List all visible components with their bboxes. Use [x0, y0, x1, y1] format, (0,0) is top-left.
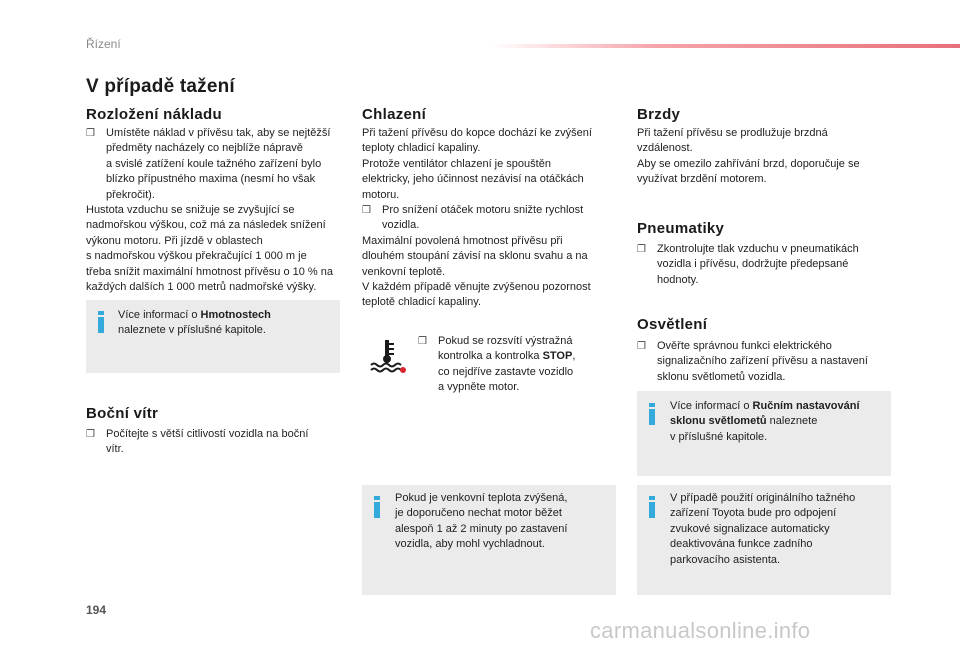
info-bold-term: Hmotnostech	[200, 309, 271, 321]
load-info-box	[86, 300, 340, 373]
load-body-line: třeba snížit maximální hmotnost přívěsu o 10 % na	[86, 265, 334, 278]
info-icon	[649, 496, 655, 518]
toyota-info-line: parkovacího asistenta.	[670, 553, 781, 566]
square-bullet-icon: ❒	[418, 336, 427, 347]
cooling-bullet-line: Pro snížení otáček motoru snižte rychlost	[382, 204, 584, 217]
cooling-body-line: venkovní teplotě.	[362, 265, 446, 278]
warning-line: a vypněte motor.	[438, 381, 520, 394]
cooling-bullet	[362, 203, 624, 234]
stop-label: STOP	[542, 350, 573, 363]
lighting-info-line1: Více informací o Ručním nastavování	[670, 400, 860, 412]
crosswind-bullet	[86, 427, 348, 458]
cooling-body-line: Protože ventilátor chlazení je spouštěn	[362, 157, 551, 170]
brakes-body-line: využívat brzdění motorem.	[637, 173, 767, 186]
load-info-line1: Více informací o Hmotnostech	[118, 309, 271, 321]
info-bold-term: sklonu světlometů	[670, 415, 767, 428]
lighting-bullet	[637, 339, 899, 385]
lighting-heading: Osvětlení	[637, 316, 708, 333]
tyres-bullet-line: hodnoty.	[657, 273, 699, 286]
header-accent-bar	[490, 44, 960, 48]
load-info-line2: naleznete v příslušné kapitole.	[118, 324, 266, 337]
warning-line: Pokud se rozsvítí výstražná	[438, 335, 573, 347]
cooling-warning-bullet	[418, 334, 618, 396]
square-bullet-icon: ❒	[362, 205, 371, 217]
load-body-line: Hustota vzduchu se snižuje se zvyšující se	[86, 204, 295, 217]
square-bullet-icon: ❒	[86, 429, 95, 440]
crosswind-bullet-line: Počítejte s větší citlivostí vozidla na boční	[106, 428, 309, 440]
square-bullet-icon: ❒	[637, 244, 646, 255]
page-title: V případě tažení	[86, 76, 235, 97]
load-bullet-line: a svislé zatížení koule tažného zařízení bylo	[106, 157, 322, 170]
lighting-info-line2: sklonu světlometů naleznete	[670, 415, 818, 428]
toyota-info-line: zvukové signalizace automaticky	[670, 522, 830, 535]
cooling-body-line: dlouhém stoupání závisí na sklonu svahu a na	[362, 250, 588, 263]
load-body-line: každých dalších 1 000 metrů nadmořské výšky.	[86, 281, 317, 294]
lighting-info-box	[637, 391, 891, 476]
load-bullet-line: Umístěte náklad v přívěsu tak, aby se nejtěžší	[106, 127, 331, 139]
cooling-info-line: alespoň 1 až 2 minuty po zastavení	[395, 522, 568, 535]
cooling-body-line: elektricky, jeho účinnost nezávisí na otáčkách	[362, 173, 584, 186]
info-icon	[374, 496, 380, 518]
toyota-info-box	[637, 485, 891, 595]
cooling-body-line: V každém případě věnujte zvýšenou pozornost	[362, 281, 591, 294]
lighting-bullet-line: sklonu světlometů vozidla.	[657, 370, 786, 383]
load-info-text	[118, 308, 271, 339]
load-bullet-line: překročit).	[106, 188, 155, 201]
cooling-info-line: je doporučeno nechat motor běžet	[395, 507, 562, 520]
load-body-line: nadmořskou výškou, což má za následek snížení	[86, 219, 326, 232]
square-bullet-icon: ❒	[637, 341, 646, 352]
brakes-body-line: vzdálenost.	[637, 142, 693, 155]
cooling-heading: Chlazení	[362, 106, 427, 123]
crosswind-text	[86, 427, 348, 458]
toyota-info-line: zařízení Toyota bude pro odpojení	[670, 507, 837, 520]
tyres-bullet-line: Zkontrolujte tlak vzduchu v pneumatikách	[657, 243, 859, 255]
cooling-body-line: motoru.	[362, 188, 400, 201]
load-bullet-line: blízko přípustného maxima (nesmí ho však	[106, 173, 316, 186]
crosswind-bullet-line: vítr.	[106, 443, 124, 456]
tyres-heading: Pneumatiky	[637, 220, 725, 237]
info-bold-term: Ručním nastavování	[752, 400, 860, 412]
load-bullet	[86, 126, 348, 203]
cooling-info-box	[362, 485, 616, 595]
cooling-body-line: Při tažení přívěsu do kopce dochází ke zvýšení	[362, 127, 592, 139]
info-icon	[649, 403, 655, 425]
brakes-body-line: Aby se omezilo zahřívání brzd, doporučuje se	[637, 157, 860, 170]
cooling-body-line: Maximální povolená hmotnost přívěsu při	[362, 234, 563, 247]
cooling-bullet-line: vozidla.	[382, 219, 420, 232]
warning-line: kontrolka a kontrolka STOP,	[438, 350, 576, 363]
page-number: 194	[86, 603, 107, 617]
info-icon	[98, 311, 104, 333]
lighting-bullet-line: Ověřte správnou funkci elektrického	[657, 340, 832, 352]
load-heading: Rozložení nákladu	[86, 106, 222, 123]
coolant-temperature-icon	[368, 336, 408, 376]
cooling-info-line: Pokud je venkovní teplota zvýšená,	[395, 492, 568, 504]
square-bullet-icon: ❒	[86, 128, 95, 139]
lighting-text	[637, 339, 899, 385]
tyres-text	[637, 242, 899, 288]
load-body-line: výkonu motoru. Při jízdě v oblastech	[86, 234, 263, 247]
toyota-info-text	[670, 491, 855, 568]
load-text	[86, 126, 348, 295]
cooling-info-text	[395, 491, 567, 553]
cooling-warning	[418, 334, 618, 396]
lighting-info-line3: v příslušné kapitole.	[670, 430, 768, 443]
load-body-line: s nadmořskou výškou překračující 1 000 m je	[86, 250, 307, 263]
cooling-text	[362, 126, 624, 311]
toyota-info-line: deaktivována funkce zadního	[670, 538, 813, 551]
lighting-bullet-line: signalizačního zařízení přívěsu a nastavení	[657, 355, 868, 368]
section-label: Řízení	[86, 37, 121, 51]
cooling-body-line: teploty chladicí kapaliny.	[362, 142, 481, 155]
cooling-body-line: teplotě chladicí kapaliny.	[362, 296, 482, 309]
cooling-info-line: vozidla, aby mohl vychladnout.	[395, 538, 545, 551]
crosswind-heading: Boční vítr	[86, 405, 159, 422]
warning-line: co nejdříve zastavte vozidlo	[438, 365, 574, 378]
load-bullet-line: předměty nacházely co nejblíže nápravě	[106, 142, 303, 155]
toyota-info-line: V případě použití originálního tažného	[670, 492, 856, 504]
tyres-bullet	[637, 242, 899, 288]
brakes-text	[637, 126, 899, 188]
brakes-body-line: Při tažení přívěsu se prodlužuje brzdná	[637, 127, 828, 139]
lighting-info-text	[670, 399, 860, 445]
brakes-heading: Brzdy	[637, 106, 681, 123]
watermark: carmanualsonline.info	[590, 618, 811, 643]
tyres-bullet-line: vozidla i přívěsu, dodržujte předepsané	[657, 258, 849, 271]
